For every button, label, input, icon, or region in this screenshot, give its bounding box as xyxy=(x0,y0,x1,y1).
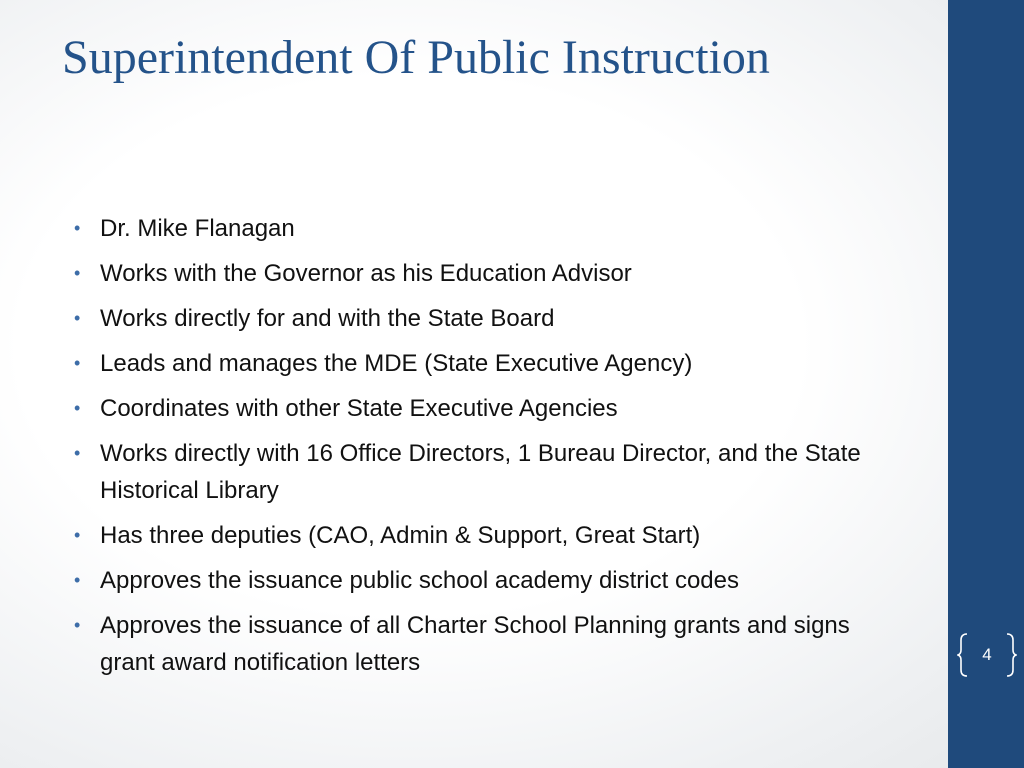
page-number: 4 xyxy=(982,645,992,664)
bullet-text: Has three deputies (CAO, Admin & Support, Great Start) xyxy=(100,522,701,549)
bullet-item xyxy=(74,345,904,382)
bullet-dot-icon: • xyxy=(74,263,81,283)
bullet-item xyxy=(74,300,904,337)
bullet-dot-icon: • xyxy=(74,218,81,238)
bullet-text: Approves the issuance public school academy district codes xyxy=(100,567,739,594)
bullet-text: Coordinates with other State Executive Agencies xyxy=(100,395,618,422)
bullet-text: Works directly for and with the State Board xyxy=(100,305,555,332)
bullet-text: Works directly with 16 Office Directors, 1 Bureau Director, and the State Historical Library xyxy=(100,440,861,504)
bullet-dot-icon: • xyxy=(74,353,81,373)
bullet-dot-icon: • xyxy=(74,443,81,463)
bullet-item xyxy=(74,517,904,554)
bullet-item xyxy=(74,255,904,292)
bullet-text: Dr. Mike Flanagan xyxy=(100,215,295,242)
bullet-list xyxy=(74,210,904,689)
bullet-dot-icon: • xyxy=(74,615,81,635)
bullet-text: Approves the issuance of all Charter School Planning grants and signs grant award notification letters xyxy=(100,612,850,676)
bullet-text: Works with the Governor as his Education Advisor xyxy=(100,260,632,287)
bullet-dot-icon: • xyxy=(74,398,81,418)
page-number-badge xyxy=(957,632,1017,678)
bullet-item xyxy=(74,607,904,681)
bullet-text: Leads and manages the MDE (State Executive Agency) xyxy=(100,350,693,377)
bullet-dot-icon: • xyxy=(74,308,81,328)
bullet-item xyxy=(74,210,904,247)
bullet-dot-icon: • xyxy=(74,525,81,545)
bullet-item xyxy=(74,390,904,427)
bullet-item xyxy=(74,435,904,509)
slide-title: Superintendent Of Public Instruction xyxy=(62,31,770,84)
bullet-dot-icon: • xyxy=(74,570,81,590)
bullet-item xyxy=(74,562,904,599)
